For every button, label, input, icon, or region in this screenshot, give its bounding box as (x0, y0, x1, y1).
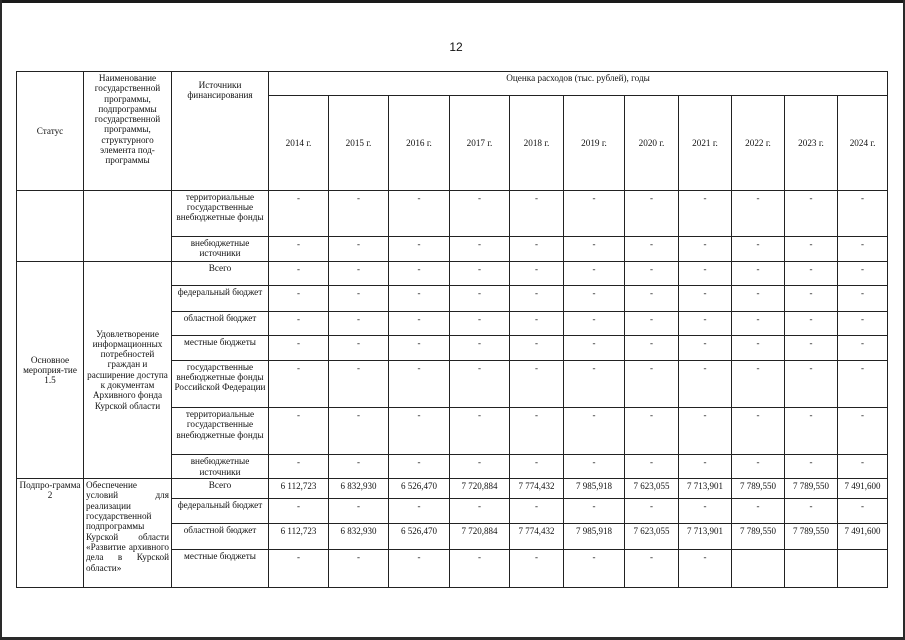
row-funding-source: местные бюджеты (172, 549, 269, 587)
row-value: - (732, 499, 785, 524)
row-value: - (564, 237, 625, 262)
row-value: - (329, 549, 389, 587)
row-value: - (510, 262, 564, 286)
row-funding-source: федеральный бюджет (172, 286, 269, 311)
row-value: - (329, 360, 389, 407)
row-value: - (785, 408, 838, 455)
row-funding-source: областной бюджет (172, 524, 269, 549)
row-value: - (510, 408, 564, 455)
row-value: - (679, 408, 732, 455)
row-value: 7 789,550 (732, 479, 785, 499)
header-status: Статус (17, 72, 84, 191)
row-value: - (329, 237, 389, 262)
row-value: - (564, 455, 625, 479)
header-year: 2024 г. (838, 96, 888, 191)
row-value: 6 112,723 (269, 524, 329, 549)
row-value: - (732, 455, 785, 479)
row-value: - (785, 262, 838, 286)
row-program-name: Обеспечение условий для реализации государственной подпрограммы Курской области «Развитие архивного дела в Курской области» (84, 479, 172, 588)
row-value (785, 549, 838, 587)
row-value: - (838, 360, 888, 407)
row-value: - (564, 311, 625, 335)
row-value: - (389, 408, 450, 455)
row-value: - (389, 311, 450, 335)
row-value: - (389, 190, 450, 236)
row-status: Подпро-грамма 2 (17, 479, 84, 588)
header-sources: Источники финансирования (172, 72, 269, 191)
row-funding-source: местные бюджеты (172, 335, 269, 360)
row-value: - (450, 549, 510, 587)
row-value: - (269, 408, 329, 455)
row-value: 7 491,600 (838, 524, 888, 549)
row-value: - (510, 190, 564, 236)
row-value: - (564, 549, 625, 587)
header-year: 2021 г. (679, 96, 732, 191)
row-value: - (564, 499, 625, 524)
row-value: - (510, 311, 564, 335)
row-value: - (732, 408, 785, 455)
row-status (17, 190, 84, 261)
row-value: - (450, 286, 510, 311)
row-funding-source: территориальные государственные внебюджетные фонды (172, 190, 269, 236)
row-value: - (679, 190, 732, 236)
row-value: - (625, 499, 679, 524)
row-value: 7 789,550 (785, 479, 838, 499)
row-value: 6 832,930 (329, 479, 389, 499)
page-number: 12 (449, 40, 463, 54)
header-year: 2015 г. (329, 96, 389, 191)
row-value: - (625, 360, 679, 407)
row-value: - (625, 286, 679, 311)
row-value: - (838, 286, 888, 311)
row-value: 7 774,432 (510, 479, 564, 499)
row-value: - (679, 455, 732, 479)
row-value: - (269, 455, 329, 479)
row-program-name: Удовлетворение информационных потребностей граждан и расширение доступа к документам Архивного фонда Курской области (84, 262, 172, 479)
row-value: - (389, 455, 450, 479)
row-value: - (785, 311, 838, 335)
row-value: - (625, 455, 679, 479)
row-value: - (679, 262, 732, 286)
row-value: - (269, 237, 329, 262)
row-value: - (732, 286, 785, 311)
row-value: 7 623,055 (625, 479, 679, 499)
row-value: - (510, 335, 564, 360)
row-value: 6 526,470 (389, 479, 450, 499)
row-value: - (679, 237, 732, 262)
row-value: - (389, 360, 450, 407)
row-value: - (625, 408, 679, 455)
header-year: 2020 г. (625, 96, 679, 191)
row-value: - (269, 262, 329, 286)
row-value: - (510, 549, 564, 587)
row-value: - (564, 286, 625, 311)
row-value: - (838, 408, 888, 455)
row-value: - (679, 360, 732, 407)
row-value: - (732, 190, 785, 236)
row-value: - (785, 286, 838, 311)
row-value: - (625, 335, 679, 360)
header-row-1 (17, 72, 888, 96)
row-value: - (329, 455, 389, 479)
row-value: - (625, 311, 679, 335)
row-value: - (838, 499, 888, 524)
row-funding-source: областной бюджет (172, 311, 269, 335)
row-value: - (450, 499, 510, 524)
scan-edge-top (0, 0, 905, 3)
row-value: - (625, 190, 679, 236)
row-value: - (732, 237, 785, 262)
row-value: - (679, 499, 732, 524)
row-value: - (269, 311, 329, 335)
row-value: - (785, 360, 838, 407)
row-program-name (84, 190, 172, 261)
row-status: Основное мероприя-тие 1.5 (17, 262, 84, 479)
row-value: 6 526,470 (389, 524, 450, 549)
row-value: - (389, 499, 450, 524)
row-value: - (625, 549, 679, 587)
row-value: - (450, 237, 510, 262)
row-value: - (269, 360, 329, 407)
row-funding-source: государственные внебюджетные фонды Российской Федерации (172, 360, 269, 407)
row-value: - (679, 311, 732, 335)
row-value: - (329, 311, 389, 335)
row-value: - (510, 286, 564, 311)
row-value: 7 491,600 (838, 479, 888, 499)
row-value: - (679, 335, 732, 360)
row-value: - (269, 499, 329, 524)
row-value: - (785, 237, 838, 262)
row-value: - (510, 360, 564, 407)
row-value: 7 789,550 (785, 524, 838, 549)
header-year: 2023 г. (785, 96, 838, 191)
row-value: - (838, 237, 888, 262)
header-year: 2014 г. (269, 96, 329, 191)
row-value: - (450, 408, 510, 455)
row-value: - (329, 335, 389, 360)
row-value: - (625, 237, 679, 262)
row-funding-source: Всего (172, 262, 269, 286)
row-value: 7 713,901 (679, 524, 732, 549)
row-value: - (785, 335, 838, 360)
row-value: 7 713,901 (679, 479, 732, 499)
row-value: - (389, 237, 450, 262)
row-value: - (389, 549, 450, 587)
budget-table (16, 71, 888, 588)
row-value: - (625, 262, 679, 286)
row-value: - (329, 499, 389, 524)
row-value: - (564, 408, 625, 455)
row-value: - (269, 190, 329, 236)
header-year: 2022 г. (732, 96, 785, 191)
table-row (17, 190, 888, 236)
row-value: 6 112,723 (269, 479, 329, 499)
row-value: 7 623,055 (625, 524, 679, 549)
row-value: - (329, 408, 389, 455)
row-value: - (732, 311, 785, 335)
scan-edge-left (0, 0, 2, 640)
row-value: - (510, 455, 564, 479)
row-value: - (838, 190, 888, 236)
row-value: - (269, 335, 329, 360)
row-funding-source: внебюджетные источники (172, 237, 269, 262)
row-funding-source: федеральный бюджет (172, 499, 269, 524)
row-value: - (329, 262, 389, 286)
row-value (838, 549, 888, 587)
row-value: - (838, 335, 888, 360)
row-value (732, 549, 785, 587)
row-value: - (389, 335, 450, 360)
row-value: - (838, 262, 888, 286)
row-value: - (732, 262, 785, 286)
row-funding-source: внебюджетные источники (172, 455, 269, 479)
row-value: - (838, 311, 888, 335)
row-value: 6 832,930 (329, 524, 389, 549)
row-value: 7 774,432 (510, 524, 564, 549)
row-value: - (510, 237, 564, 262)
row-value: 7 985,918 (564, 479, 625, 499)
row-value: - (564, 335, 625, 360)
row-value: - (785, 190, 838, 236)
header-year: 2019 г. (564, 96, 625, 191)
row-value: - (329, 190, 389, 236)
row-value: - (838, 455, 888, 479)
row-value: - (679, 549, 732, 587)
row-value: - (269, 549, 329, 587)
row-value: - (785, 499, 838, 524)
row-funding-source: территориальные государственные внебюджетные фонды (172, 408, 269, 455)
table-row (17, 479, 888, 499)
row-value: - (389, 262, 450, 286)
row-value: - (450, 335, 510, 360)
row-value: - (450, 360, 510, 407)
row-value: - (510, 499, 564, 524)
row-funding-source: Всего (172, 479, 269, 499)
row-value: - (785, 455, 838, 479)
row-value: - (732, 360, 785, 407)
row-value: 7 985,918 (564, 524, 625, 549)
header-year: 2017 г. (450, 96, 510, 191)
header-name: Наименование государственной программы, подпрограммы государственной программы, структурного элемента под-программы (84, 72, 172, 191)
row-value: - (450, 455, 510, 479)
row-value: 7 720,884 (450, 524, 510, 549)
row-value: - (389, 286, 450, 311)
row-value: - (269, 286, 329, 311)
row-value: - (450, 190, 510, 236)
header-estimate: Оценка расходов (тыс. рублей), годы (269, 72, 888, 96)
row-value: - (450, 262, 510, 286)
row-value: - (450, 311, 510, 335)
row-value: - (564, 190, 625, 236)
header-year: 2018 г. (510, 96, 564, 191)
row-value: 7 720,884 (450, 479, 510, 499)
row-value: - (564, 262, 625, 286)
header-year: 2016 г. (389, 96, 450, 191)
row-value: - (564, 360, 625, 407)
row-value: - (329, 286, 389, 311)
table-row (17, 262, 888, 286)
row-value: - (679, 286, 732, 311)
row-value: - (732, 335, 785, 360)
row-value: 7 789,550 (732, 524, 785, 549)
